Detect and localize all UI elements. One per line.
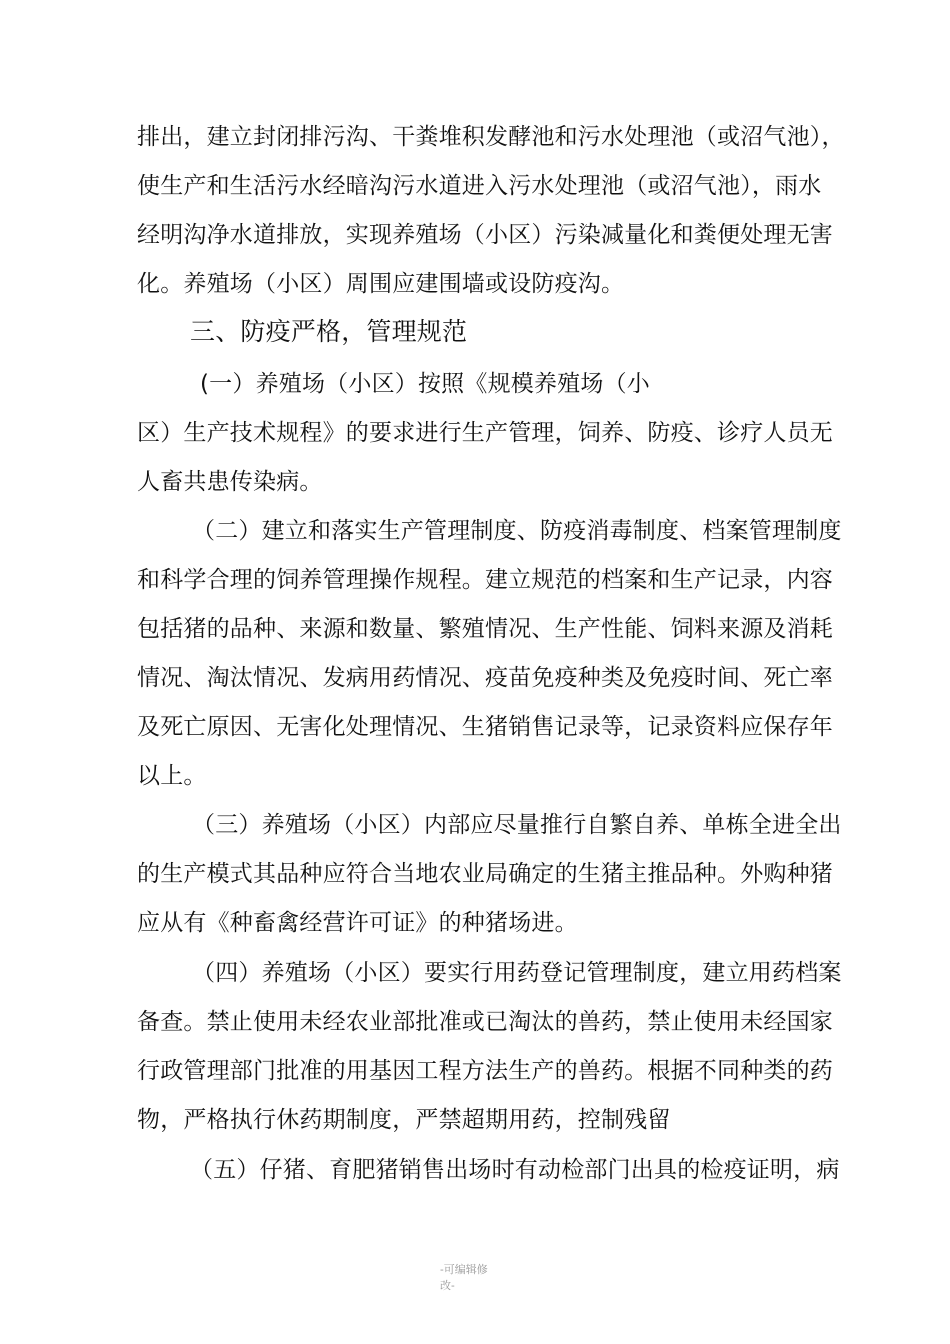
- body-text-line: (一）养殖场（小区）按照《规模养殖场（小: [200, 371, 650, 397]
- body-text-line: 化。养殖场（小区）周围应建围墙或设防疫沟。: [137, 271, 625, 297]
- body-text-line: 行政管理部门批准的用基因工程方法生产的兽药。根据不同种类的药: [137, 1058, 833, 1084]
- body-text-line: （二）建立和落实生产管理制度、防疫消毒制度、档案管理制度: [192, 518, 842, 544]
- body-text-line: 物，严格执行休药期制度，严禁超期用药，控制残留: [137, 1107, 671, 1133]
- body-text-line: 的生产模式其品种应符合当地农业局确定的生猪主推品种。外购种猪: [137, 861, 833, 887]
- body-text-line: 人畜共患传染病。: [137, 469, 323, 495]
- body-text-line: （五）仔猪、育肥猪销售出场时有动检部门出具的检疫证明，病: [190, 1157, 840, 1183]
- body-text-line: 及死亡原因、无害化处理情况、生猪销售记录等，记录资料应保存年: [137, 714, 833, 740]
- body-text-line: 备查。禁止使用未经农业部批准或已淘汰的兽药，禁止使用未经国家: [137, 1009, 833, 1035]
- body-text-line: （三）养殖场（小区）内部应尽量推行自繁自养、单栋全进全出: [192, 812, 842, 838]
- body-text-line: 使生产和生活污水经暗沟污水道进入污水处理池（或沼气池），雨水: [137, 173, 822, 199]
- body-text-line: 包括猪的品种、来源和数量、繁殖情况、生产性能、饲料来源及消耗: [137, 616, 833, 642]
- body-text-line: 应从有《种畜禽经营许可证》的种猪场进。: [137, 910, 578, 936]
- body-text-line: 区）生产技术规程》的要求进行生产管理，饲养、防疫、诊疗人员无: [137, 420, 833, 446]
- section-heading: 三、防疫严格，管理规范: [190, 317, 468, 346]
- body-text-line: 经明沟净水道排放，实现养殖场（小区）污染减量化和粪便处理无害: [137, 222, 833, 248]
- body-text-line: 排出，建立封闭排污沟、干粪堆积发酵池和污水处理池（或沼气池），: [137, 124, 845, 150]
- page-footer: -可编辑修改-: [440, 1263, 488, 1292]
- body-text-line: （四）养殖场（小区）要实行用药登记管理制度，建立用药档案: [192, 960, 842, 986]
- body-text-line: 以上。: [137, 763, 207, 789]
- body-text-line: 情况、淘汰情况、发病用药情况、疫苗免疫种类及免疫时间、死亡率: [137, 665, 833, 691]
- body-text-line: 和科学合理的饲养管理操作规程。建立规范的档案和生产记录，内容: [137, 567, 833, 593]
